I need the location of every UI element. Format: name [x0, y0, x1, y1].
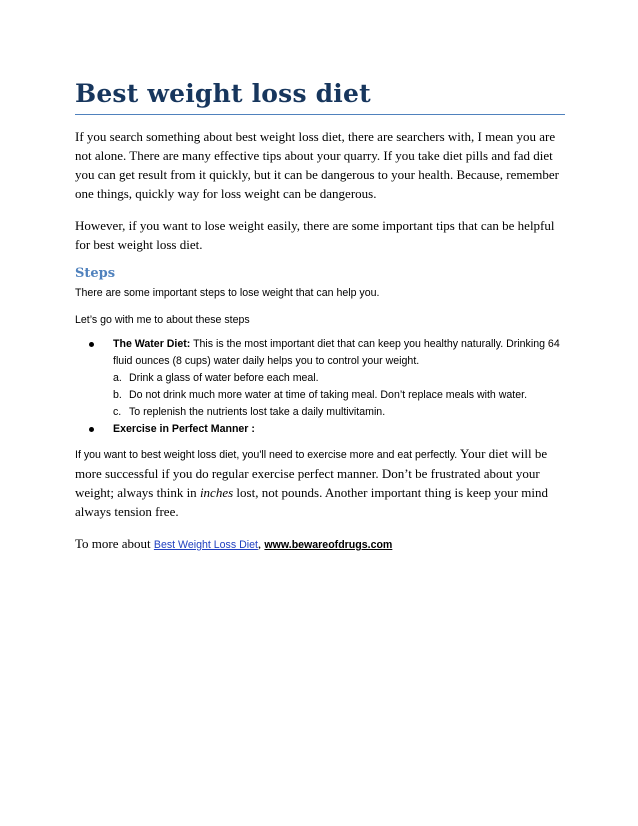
water-diet-text: This is the most important diet that can keep you healthy naturally. Drinking 64 fluid ounces (8 cups) water daily helps you to control your weight.: [113, 338, 560, 367]
steps-heading: Steps: [75, 266, 116, 281]
steps-list: [75, 336, 565, 438]
exercise-rest-before: Your diet will be more successful if you do regular exercise perfect manner. Don’t be frustrated about your weight; always think in: [75, 446, 548, 500]
sub-item-b: [113, 387, 565, 404]
page-title: Best weight loss diet: [75, 79, 371, 108]
footer-paragraph: [75, 534, 565, 555]
exercise-lead: If you want to best weight loss diet, you'll need to exercise more and eat perfectly.: [75, 449, 458, 461]
exercise-rest-after: lost, not pounds. Another important thing is keep your mind always tension free.: [75, 485, 549, 519]
sub-letter-c: c.: [113, 406, 122, 418]
footer-prefix: To more about: [75, 536, 154, 551]
sub-item-a: [113, 370, 565, 387]
sub-item-c: [113, 404, 565, 421]
bewareofdrugs-link[interactable]: www.bewareofdrugs.com: [264, 539, 393, 551]
exercise-paragraph: [75, 444, 565, 521]
water-diet-sublist: [113, 370, 565, 421]
steps-lead: Let’s go with me to about these steps: [75, 314, 250, 326]
water-diet-label: The Water Diet:: [113, 338, 191, 350]
best-weight-loss-diet-link[interactable]: Best Weight Loss Diet: [153, 539, 258, 551]
intro-paragraph-1: If you search something about best weight loss diet, there are searchers with, I mean you are not alone. There are many effective tips about your quarry. If you take diet pills and fad diet you can get result from it quickly, but it can be dangerous to your health. Because, remember one things, quickly way for loss weight can be dangerous.: [75, 129, 559, 201]
sub-text-c: To replenish the nutrients lost take a daily multivitamin.: [129, 406, 386, 418]
sub-text-a: Drink a glass of water before each meal.: [129, 372, 319, 384]
footer-separator: ,: [257, 536, 265, 551]
list-item-exercise: [75, 421, 565, 438]
bullet-icon: [89, 427, 94, 432]
bullet-icon: [89, 342, 94, 347]
list-item-water-diet: [75, 336, 565, 421]
exercise-italic: inches: [199, 485, 234, 500]
title-rule: [75, 114, 565, 115]
document-page: [75, 78, 565, 555]
exercise-label: Exercise in Perfect Manner :: [113, 423, 255, 435]
steps-intro: There are some important steps to lose weight that can help you.: [75, 287, 380, 299]
sub-letter-a: a.: [113, 372, 122, 384]
sub-letter-b: b.: [113, 389, 122, 401]
intro-paragraph-2: However, if you want to lose weight easily, there are some important tips that can be helpful for best weight loss diet.: [75, 218, 555, 252]
sub-text-b: Do not drink much more water at time of taking meal. Don’t replace meals with water.: [129, 389, 528, 401]
